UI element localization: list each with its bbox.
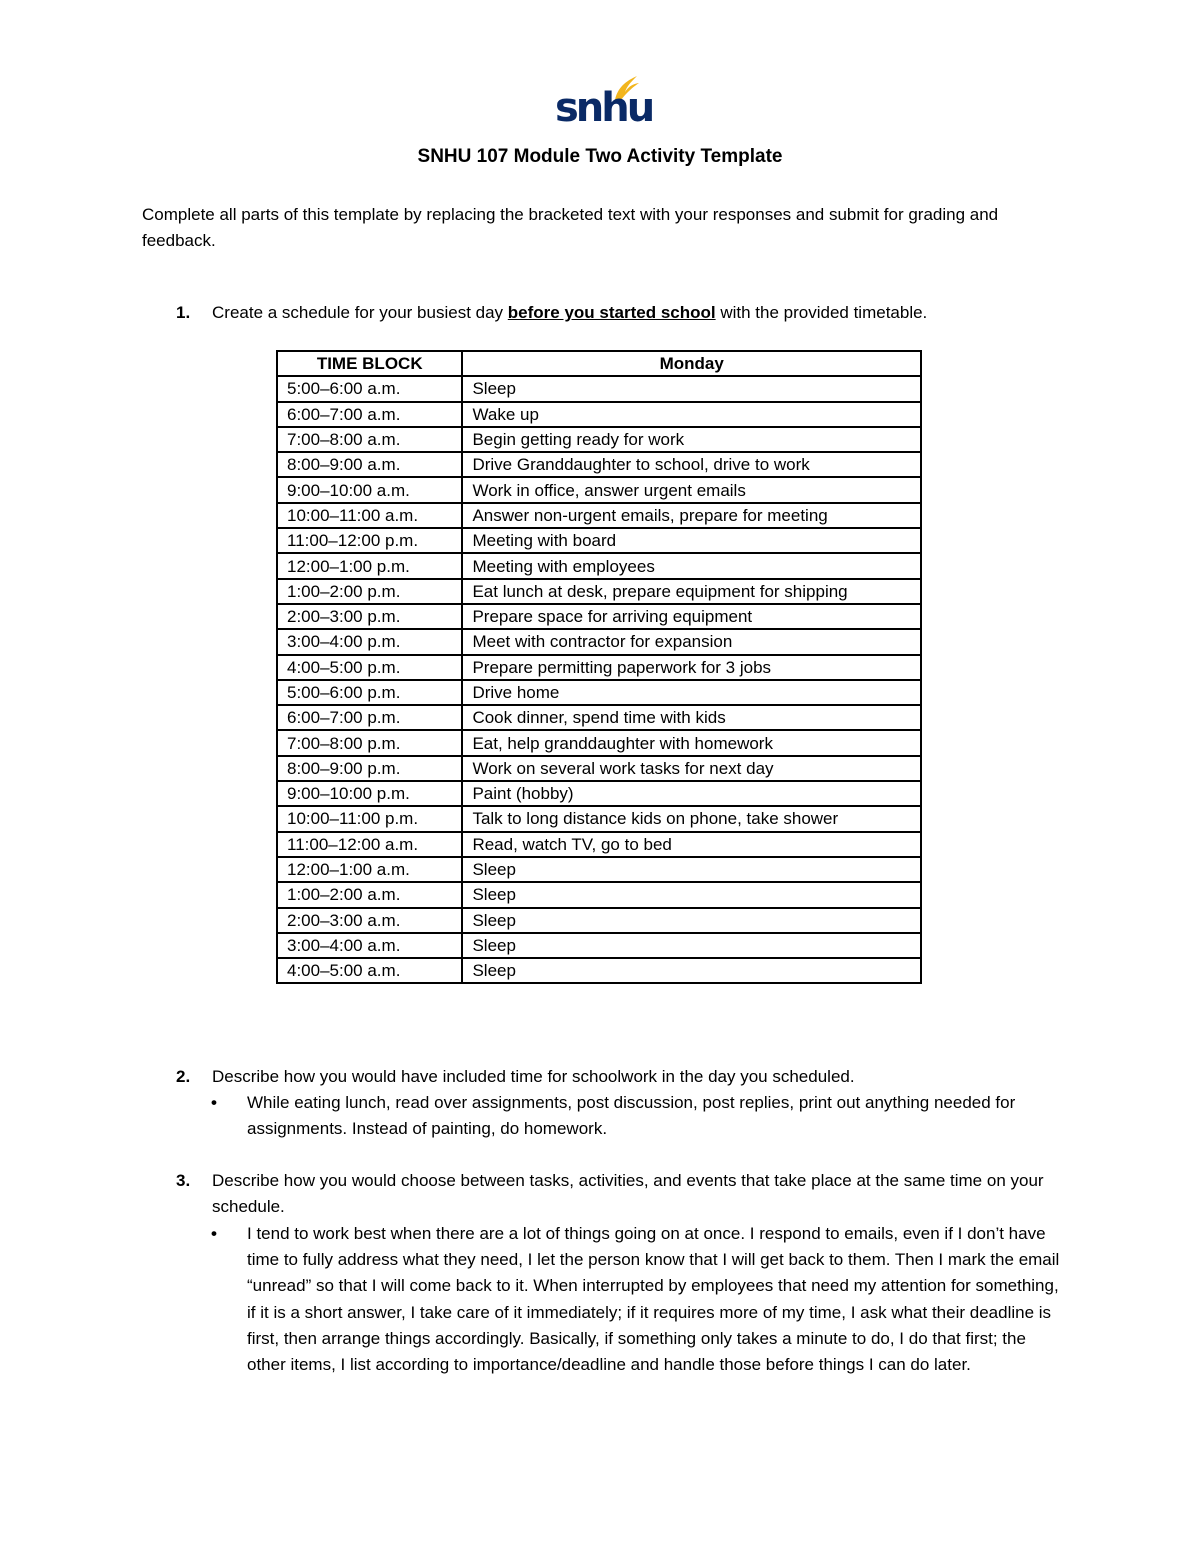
time-block-cell: 6:00–7:00 a.m. [277,402,462,427]
time-block-cell: 8:00–9:00 p.m. [277,756,462,781]
table-row [277,832,921,857]
table-row [277,882,921,907]
activity-cell: Sleep [462,882,921,907]
table-row [277,503,921,528]
time-block-cell: 3:00–4:00 p.m. [277,629,462,654]
activity-cell: Work in office, answer urgent emails [462,477,921,502]
table-row [277,604,921,629]
table-row [277,857,921,882]
activity-cell: Sleep [462,857,921,882]
column-header-time-block: TIME BLOCK [277,351,462,376]
time-block-cell: 11:00–12:00 a.m. [277,832,462,857]
answer-text: I tend to work best when there are a lot of things going on at once. I respond to emails, even if I don’t have time to fully address what they need, I let the person know that I will get back to them. Then I mark the email “unread” so that I will come back to it. When interrupted by employees that need my attention for something, if it is a short answer, I take care of it immediately; if it requires more of my time, I ask what their deadline is first, then arrange things accordingly. Basically, if something only takes a minute to do, I do that first; the other items, I list according to importance/deadline and handle those before things I can do later. [247,1224,1060,1375]
table-row [277,680,921,705]
question-emphasis: before you started school [507,303,716,322]
table-row [277,402,921,427]
time-block-cell: 11:00–12:00 p.m. [277,528,462,553]
question-number: 1. [176,303,191,322]
activity-cell: Cook dinner, spend time with kids [462,705,921,730]
activity-cell: Wake up [462,402,921,427]
table-header-row [277,351,921,376]
table-row [277,705,921,730]
time-block-cell: 6:00–7:00 p.m. [277,705,462,730]
activity-cell: Paint (hobby) [462,781,921,806]
table-row [277,933,921,958]
table-row [277,528,921,553]
time-block-cell: 7:00–8:00 a.m. [277,427,462,452]
table-row [277,806,921,831]
table-row [277,908,921,933]
time-block-cell: 10:00–11:00 a.m. [277,503,462,528]
time-block-cell: 9:00–10:00 p.m. [277,781,462,806]
question-text [212,300,1062,326]
activity-cell: Sleep [462,958,921,983]
time-block-cell: 9:00–10:00 a.m. [277,477,462,502]
page-title: SNHU 107 Module Two Activity Template [417,146,783,167]
schedule-table-body [277,376,921,983]
activity-cell: Eat lunch at desk, prepare equipment for shipping [462,579,921,604]
time-block-cell: 1:00–2:00 a.m. [277,882,462,907]
time-block-cell: 5:00–6:00 a.m. [277,376,462,401]
time-block-cell: 5:00–6:00 p.m. [277,680,462,705]
table-row [277,427,921,452]
activity-cell: Work on several work tasks for next day [462,756,921,781]
column-header-monday: Monday [462,351,921,376]
time-block-cell: 12:00–1:00 p.m. [277,553,462,578]
activity-cell: Talk to long distance kids on phone, take shower [462,806,921,831]
question-text-part: Create a schedule for your busiest day [212,303,508,322]
time-block-cell: 7:00–8:00 p.m. [277,730,462,755]
time-block-cell: 3:00–4:00 a.m. [277,933,462,958]
activity-cell: Answer non-urgent emails, prepare for meeting [462,503,921,528]
intro-paragraph: Complete all parts of this template by replacing the bracketed text with your responses and submit for grading and feedback. [142,205,999,250]
activity-cell: Read, watch TV, go to bed [462,832,921,857]
question-text-part: with the provided timetable. [715,303,928,322]
table-row [277,376,921,401]
activity-cell: Meet with contractor for expansion [462,629,921,654]
time-block-cell: 4:00–5:00 a.m. [277,958,462,983]
activity-cell: Meeting with employees [462,553,921,578]
bullet-dot-icon: • [211,1093,217,1112]
question-number: 2. [176,1067,191,1086]
schedule-table [276,350,922,984]
question-text: Describe how you would choose between tasks, activities, and events that take place at the same time on your schedule. [212,1171,1044,1216]
question-number: 3. [176,1171,191,1190]
time-block-cell: 10:00–11:00 p.m. [277,806,462,831]
table-row [277,579,921,604]
time-block-cell: 8:00–9:00 a.m. [277,452,462,477]
table-row [277,781,921,806]
table-row [277,477,921,502]
time-block-cell: 2:00–3:00 p.m. [277,604,462,629]
time-block-cell: 2:00–3:00 a.m. [277,908,462,933]
time-block-cell: 4:00–5:00 p.m. [277,655,462,680]
activity-cell: Sleep [462,376,921,401]
activity-cell: Prepare space for arriving equipment [462,604,921,629]
answer-text: While eating lunch, read over assignments, post discussion, post replies, print out anything needed for assignments. Instead of painting, do homework. [247,1093,1016,1139]
table-row [277,553,921,578]
table-row [277,756,921,781]
time-block-cell: 12:00–1:00 a.m. [277,857,462,882]
table-row [277,655,921,680]
table-row [277,958,921,983]
activity-cell: Begin getting ready for work [462,427,921,452]
activity-cell: Sleep [462,908,921,933]
bullet-dot-icon: • [211,1224,217,1243]
table-row [277,452,921,477]
time-block-cell: 1:00–2:00 p.m. [277,579,462,604]
activity-cell: Eat, help granddaughter with homework [462,730,921,755]
logo-wordmark: snhu [555,85,653,131]
snhu-logo [555,72,653,132]
question-text: Describe how you would have included time for schoolwork in the day you scheduled. [212,1067,855,1086]
table-row [277,730,921,755]
activity-cell: Meeting with board [462,528,921,553]
activity-cell: Drive Granddaughter to school, drive to work [462,452,921,477]
table-row [277,629,921,654]
activity-cell: Drive home [462,680,921,705]
activity-cell: Prepare permitting paperwork for 3 jobs [462,655,921,680]
activity-cell: Sleep [462,933,921,958]
